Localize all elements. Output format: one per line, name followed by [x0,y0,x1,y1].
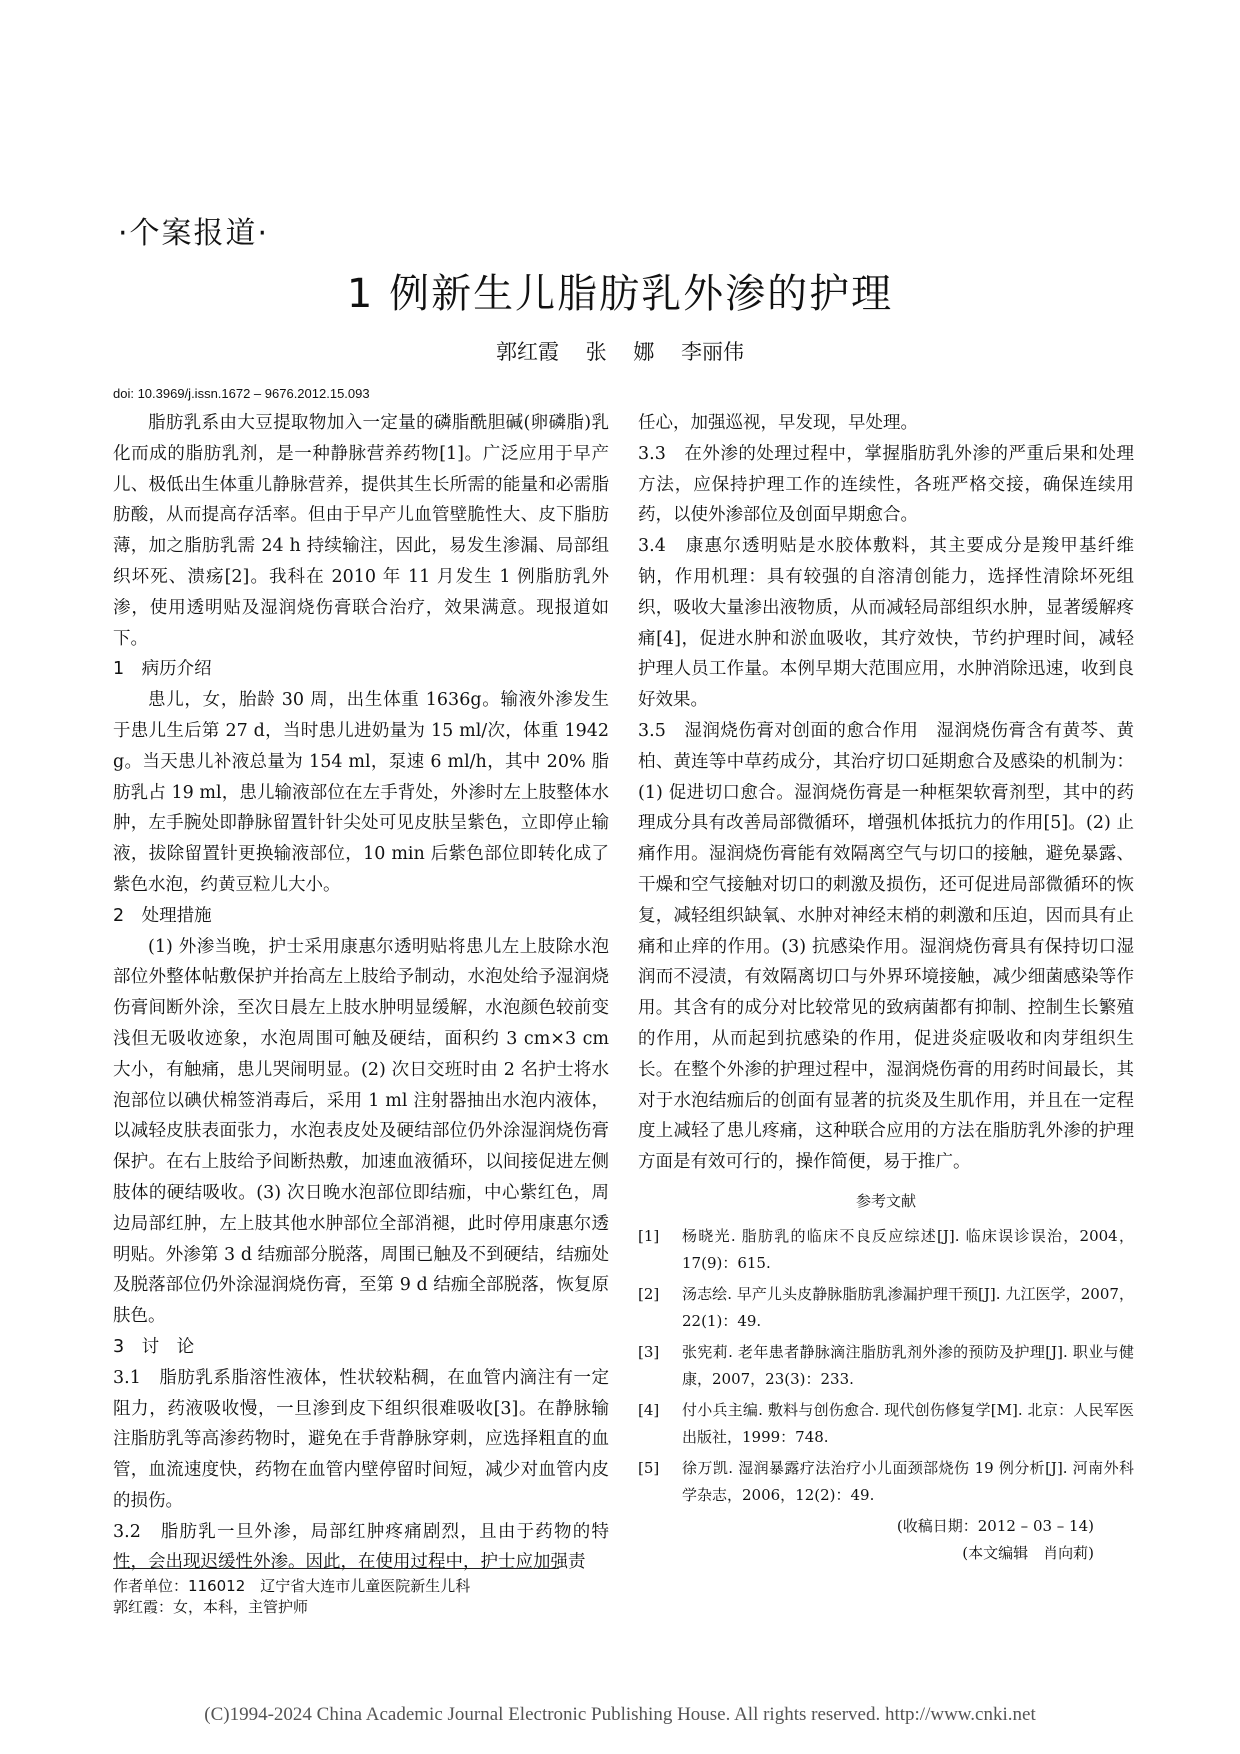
discussion-3-4: 3.4 康惠尔透明贴是水胶体敷料，其主要成分是羧甲基纤维钠，作用机理：具有较强的自溶清创能力，选择性清除坏死组织，吸收大量渗出液物质，从而减轻局部组织水肿，显著缓解疼痛[4]，促进水肿和淤血吸收，其疗效快，节约护理时间，减轻护理人员工作量。本例早期大范围应用，水肿消除迅速，收到良好效果。 [638,536,1134,711]
author-unit: 作者单位：116012 辽宁省大连市儿童医院新生儿科 [113,1577,471,1595]
article-title: 1 例新生儿脂肪乳外渗的护理 [346,271,894,317]
heading-discussion: 3 讨 论 [113,1336,195,1357]
discussion-3-5: 3.5 湿润烧伤膏对创面的愈合作用 湿润烧伤膏含有黄芩、黄柏、黄连等中草药成分，其治疗切口延期愈合及感染的机制为：(1) 促进切口愈合。湿润烧伤膏是一种框架软膏剂型，其中的药理成分具有改善局部微循环，增强机体抵抗力的作用[5]。(2) 止痛作用。湿润烧伤膏能有效隔离空气与切口的接触，避免暴露、干燥和空气接触对切口的刺激及损伤，还可促进局部微循环的恢复，减轻组织缺氧、水肿对神经末梢的刺激和压迫，因而具有止痛和止痒的作用。(3) 抗感染作用。湿润烧伤膏具有保持切口湿润而不浸渍，有效隔离切口与外界环境接触，减少细菌感染等作用。其含有的成分对比较常见的致病菌都有抑制、控制生长繁殖的作用，从而起到抗感染的作用，促进炎症吸收和肉芽组织生长。在整个外渗的护理过程中，湿润烧伤膏的用药时间最长，其对于水泡结痂后的创面有显著的抗炎及生肌作用，并且在一定程度上减轻了患儿疼痛，这种联合应用的方法在脂肪乳外渗的护理方面是有效可行的，操作简便，易于推广。 [638,720,1134,1173]
reference-item [638,1397,1134,1451]
doi: doi: 10.3969/j.issn.1672 – 9676.2012.15.093 [113,386,370,401]
footnote-rule [113,1568,559,1569]
reference-text: 汤志绘. 早产儿头皮静脉脂肪乳渗漏护理干预[J]. 九江医学，2007，22(1)：49. [682,1284,1134,1330]
case-paragraph: 患儿，女，胎龄 30 周，出生体重 1636g。输液外渗发生于患儿生后第 27 d，当时患儿进奶量为 15 ml/次，体重 1942 g。当天患儿补液总量为 154 ml，泵速 6 ml/h，其中 20% 脂肪乳占 19 ml，患儿输液部位在左手背处，外渗时左上肢整体水肿，左手腕处即静脉留置针针尖处可见皮肤呈紫色，立即停止输液，拔除留置针更换输液部位，10 min 后紫色部位即转化成了紫色水泡，约黄豆粒儿大小。 [113,690,609,895]
heading-case: 1 病历介绍 [113,659,212,680]
discussion-3-1: 3.1 脂肪乳系脂溶性液体，性状较粘稠，在血管内滴注有一定阻力，药液吸收慢，一旦渗到皮下组织很难吸收[3]。在静脉输注脂肪乳等高渗药物时，避免在手背静脉穿刺，应选择粗直的血管，血流速度快，药物在血管内壁停留时间短，减少对血管内皮的损伤。 [113,1367,609,1511]
references-title: 参考文献 [855,1191,916,1210]
reference-number: [3] [638,1342,660,1361]
reference-number: [5] [638,1458,660,1477]
reference-text: 张宪莉. 老年患者静脉滴注脂肪乳剂外渗的预防及护理[J]. 职业与健康，2007，23(3)：233. [682,1342,1134,1388]
discussion-3-2-cont: 任心，加强巡视，早发现，早处理。 [638,413,918,433]
reference-item [638,1281,1134,1335]
reference-number: [4] [638,1400,660,1419]
reference-item [638,1455,1134,1509]
reference-text: 付小兵主编. 敷料与创伤愈合. 现代创伤修复学[M]. 北京：人民军医出版社，1999：748. [682,1400,1134,1446]
intro-paragraph: 脂肪乳系由大豆提取物加入一定量的磷脂酰胆碱(卵磷脂)乳化而成的脂肪乳剂，是一种静脉营养药物[1]。广泛应用于早产儿、极低出生体重儿静脉营养，提供其生长所需的能量和必需脂肪酸，从而提高存活率。但由于早产儿血管壁脆性大、皮下脂肪薄，加之脂肪乳需 24 h 持续输注，因此，易发生渗漏、局部组织坏死、溃疡[2]。我科在 2010 年 11 月发生 1 例脂肪乳外渗，使用透明贴及湿润烧伤膏联合治疗，效果满意。现报道如下。 [113,413,609,649]
heading-treatment: 2 处理措施 [113,905,212,926]
section-tag: ·个案报道· [118,216,270,251]
reference-text: 杨晓光. 脂肪乳的临床不良反应综述[J]. 临床误诊误治，2004，17(9)：615. [682,1226,1134,1272]
reference-text: 徐万凯. 湿润暴露疗法治疗小儿面颈部烧伤 19 例分析[J]. 河南外科学杂志，2006，12(2)：49. [682,1458,1134,1504]
reference-number: [1] [638,1226,660,1245]
treatment-paragraph: (1) 外渗当晚，护士采用康惠尔透明贴将患儿左上肢除水泡部位外整体帖敷保护并抬高左上肢给予制动，水泡处给予湿润烧伤膏间断外涂，至次日晨左上肢水肿明显缓解，水泡颜色较前变浅但无吸收迹象，水泡周围可触及硬结，面积约 3 cm×3 cm 大小，有触痛，患儿哭闹明显。(2) 次日交班时由 2 名护士将水泡部位以碘伏棉签消毒后，采用 1 ml 注射器抽出水泡内液体，以减轻皮肤表面张力，水泡表皮处及硬结部位仍外涂湿润烧伤膏保护。在右上肢给予间断热敷，加速血液循环，以间接促进左侧肢体的硬结吸收。(3) 次日晚水泡部位即结痂，中心紫红色，周边局部红肿，左上肢其他水肿部位全部消褪，此时停用康惠尔透明贴。外渗第 3 d 结痂部分脱落，周围已触及不到硬结，结痂处及脱落部位仍外涂湿润烧伤膏，至第 9 d 结痂全部脱落，恢复原肤色。 [113,936,609,1327]
reference-item [638,1339,1134,1393]
copyright-line: (C)1994-2024 China Academic Journal Electronic Publishing House. All rights reserved. http://www.cnki.net [204,1704,1036,1725]
editor-note: (本文编辑 肖向莉) [962,1543,1094,1562]
left-column [113,408,609,1578]
received-date: (收稿日期：2012 – 03 – 14) [896,1516,1094,1535]
discussion-3-3: 3.3 在外渗的处理过程中，掌握脂肪乳外渗的严重后果和处理方法，应保持护理工作的连续性，各班严格交接，确保连续用药，以使外渗部位及创面早期愈合。 [638,443,1134,526]
author-info: 郭红霞：女，本科，主管护师 [113,1598,309,1616]
right-column [638,408,1134,1567]
authors: 郭红霞 张 娜 李丽伟 [495,340,745,364]
reference-number: [2] [638,1284,660,1303]
discussion-3-2: 3.2 脂肪乳一旦外渗，局部红肿疼痛剧烈，且由于药物的特性，会出现迟缓性外渗。因此，在使用过程中，护士应加强责 [113,1521,609,1573]
footnote [113,1576,470,1618]
reference-item [638,1223,1134,1277]
